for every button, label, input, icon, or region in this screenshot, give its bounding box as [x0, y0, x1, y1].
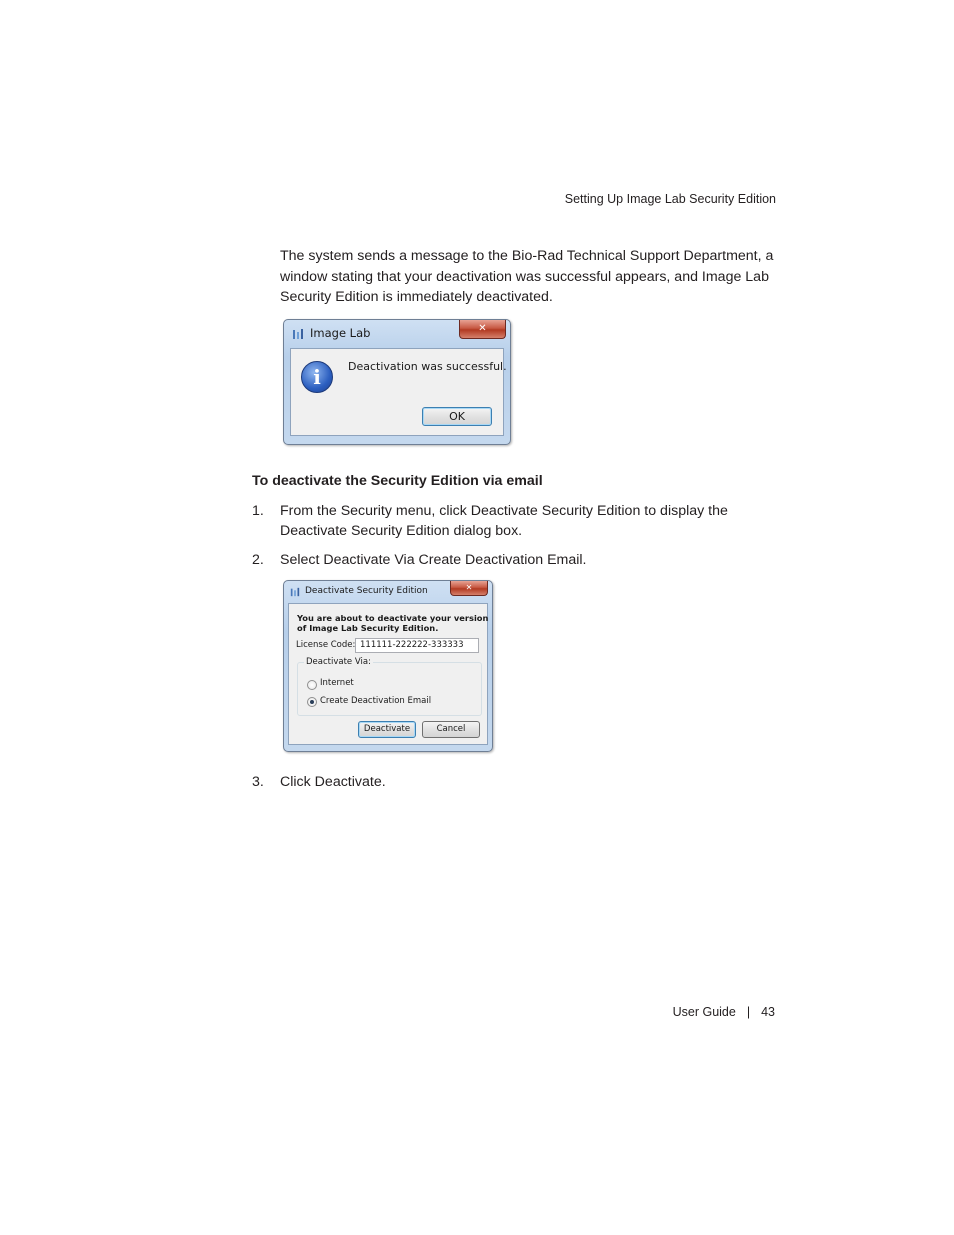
intro-paragraph: The system sends a message to the Bio-Rad Technical Support Department, a window stating that your deactivation was successful appears, and Image Lab Security Edition is immediately deactivated. — [280, 248, 774, 305]
step-text: Click Deactivate. — [280, 774, 386, 790]
dialog-client-area — [290, 348, 507, 436]
step-text: Select Deactivate Via Create Deactivation Email. — [280, 552, 587, 568]
step-item — [252, 502, 752, 542]
create-email-option-label[interactable]: Create Deactivation Email — [320, 696, 432, 706]
step-item — [252, 551, 752, 571]
create-email-radio[interactable] — [307, 697, 317, 707]
step-text: From the Security menu, click Deactivate Security Edition to display the Deactivate Security Edition dialog box. — [280, 503, 728, 539]
ok-button[interactable]: OK — [422, 407, 492, 426]
cancel-button[interactable]: Cancel — [422, 721, 480, 738]
internet-radio[interactable] — [307, 680, 317, 690]
step-number: 3. — [252, 774, 264, 790]
warning-text-line1: You are about to deactivate your version — [297, 613, 489, 623]
license-code-field[interactable]: 111111-222222-333333 — [355, 638, 479, 653]
dialog-title: Deactivate Security Edition — [305, 586, 428, 596]
deactivate-via-label: Deactivate Via: — [306, 657, 371, 667]
deactivate-dialog — [283, 580, 493, 752]
dialog-message: Deactivation was successful. — [348, 360, 507, 373]
close-icon: ✕ — [478, 323, 487, 334]
dialog-client-area — [288, 603, 488, 745]
step-number: 2. — [252, 552, 264, 568]
close-button[interactable] — [459, 320, 506, 339]
deactivate-button[interactable]: Deactivate — [358, 721, 416, 738]
success-dialog — [283, 319, 511, 445]
image-lab-app-icon — [292, 328, 304, 340]
close-button[interactable] — [450, 581, 488, 596]
info-icon: i — [301, 361, 333, 393]
step-number: 1. — [252, 503, 264, 519]
license-code-label: License Code: — [296, 640, 356, 650]
internet-option-label[interactable]: Internet — [320, 678, 354, 688]
deactivate-via-group — [297, 662, 482, 716]
image-lab-app-icon — [290, 587, 300, 597]
page-footer — [560, 1005, 775, 1019]
page-number: 43 — [761, 1005, 775, 1019]
dialog-title: Image Lab — [310, 326, 371, 340]
running-header: Setting Up Image Lab Security Edition — [564, 192, 776, 206]
step-item — [252, 773, 752, 793]
procedure-heading: To deactivate the Security Edition via email — [252, 473, 543, 489]
close-icon: ✕ — [465, 583, 473, 592]
warning-text-line2: of Image Lab Security Edition. — [297, 623, 439, 633]
footer-separator: | — [746, 1005, 751, 1019]
footer-guide-title: User Guide — [672, 1005, 736, 1019]
